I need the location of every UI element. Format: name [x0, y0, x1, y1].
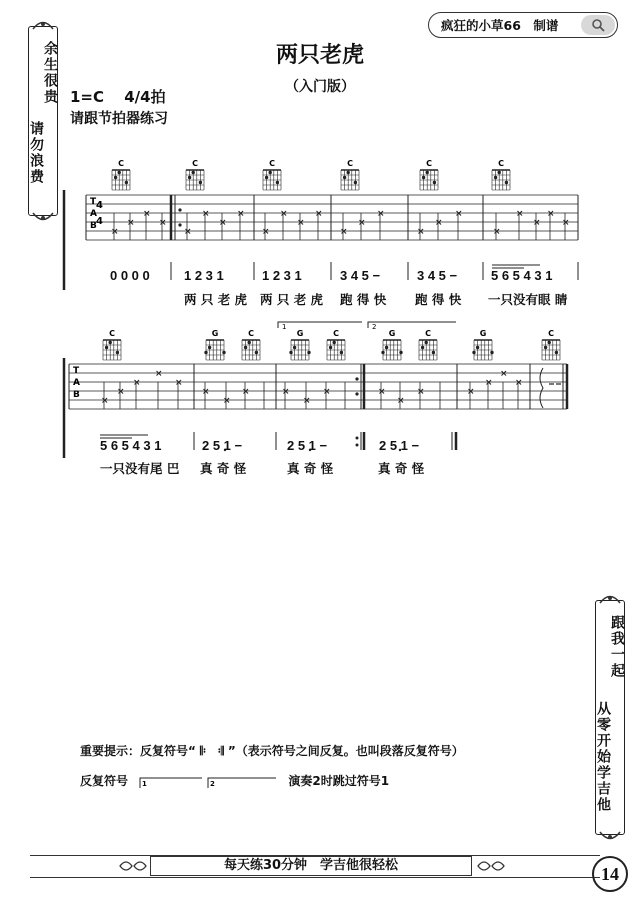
magnifier-icon [591, 18, 605, 32]
tab-note-x: × [280, 209, 288, 219]
chord-name: G [296, 329, 304, 338]
row2-lyric-2: 真 奇 怪 [200, 461, 247, 476]
tab-note-x: × [202, 209, 210, 219]
footer-slogan: 每天练30分钟 学吉他很轻松 [150, 856, 472, 876]
tab-note-x: × [315, 209, 323, 219]
ornament-icon [118, 858, 148, 874]
song-edition: （入门版） [285, 79, 355, 95]
volta-2-label: 2 [372, 323, 377, 331]
chord-diagram-C [242, 329, 260, 360]
chord-diagram-G [381, 329, 402, 360]
tab-note-x: × [358, 218, 366, 228]
tab-note-x: × [262, 227, 270, 237]
tab-note-x: × [493, 227, 501, 237]
tab-clef-T-row2: T [73, 366, 80, 376]
tab-note-x: × [547, 209, 555, 219]
chord-diagram-C [263, 159, 281, 190]
tab-note-x: × [155, 369, 163, 379]
tab-clef-A: A [90, 209, 97, 219]
chord-diagram-C [103, 329, 121, 360]
right-banner-text-1: 跟我一起 [609, 615, 625, 679]
tab-note-x: × [378, 387, 386, 397]
chord-diagram-G [472, 329, 493, 360]
right-banner-text-2: 从零开始学吉他 [595, 701, 611, 813]
row1-measure-3: 1 2 3 1 [262, 268, 302, 283]
tab-note-x: × [467, 387, 475, 397]
chord-name: C [333, 329, 339, 338]
song-title: 两只老虎 [275, 43, 364, 68]
tab-note-x: × [417, 227, 425, 237]
tab-note-x: × [397, 396, 405, 406]
chord-name: C [347, 159, 353, 168]
tab-note-x: × [242, 387, 250, 397]
row1-lyric-2: 两 只 老 虎 [260, 292, 324, 307]
footer-rule-bottom [30, 877, 600, 878]
tab-note-x: × [297, 218, 305, 228]
chord-diagram-C [420, 159, 438, 190]
tab-note-x: × [219, 218, 227, 228]
tab-staff-row2 [0, 318, 640, 478]
repeat-tip: 重要提示：反复符号“ 𝄆 𝄇 ”（表示符号之间反复。也叫段落反复符号） [80, 744, 464, 758]
tab-note-x: × [159, 218, 167, 228]
svg-text:2: 2 [210, 779, 216, 788]
tab-note-x: × [111, 227, 119, 237]
tab-note-x: × [377, 209, 385, 219]
ornament-icon [476, 858, 506, 874]
chord-name: G [479, 329, 487, 338]
right-banner [595, 600, 625, 835]
row1-lyric-4: 跑 得 快 [415, 292, 462, 307]
chord-name: C [426, 159, 432, 168]
tab-clef-B-row2: B [73, 390, 80, 400]
repeat-label [80, 772, 389, 789]
chord-name: C [192, 159, 198, 168]
row2-measure-2: 2 5 1 − [202, 438, 243, 453]
chord-name: C [118, 159, 124, 168]
tab-note-x: × [202, 387, 210, 397]
tab-note-x: × [323, 387, 331, 397]
tab-note-x: × [516, 209, 524, 219]
tab-note-x: × [133, 378, 141, 388]
chord-name: C [425, 329, 431, 338]
row1-lyric-1: 两 只 老 虎 [184, 292, 248, 307]
volta-1-label: 1 [282, 323, 287, 331]
tab-note-x: × [143, 209, 151, 219]
chord-diagram-C [327, 329, 345, 360]
chord-diagram-C [492, 159, 510, 190]
ornament-icon [32, 20, 54, 30]
chord-diagram-C [419, 329, 437, 360]
tab-note-x: × [127, 218, 135, 228]
tab-note-x: × [485, 378, 493, 388]
tab-note-x: × [101, 396, 109, 406]
tab-note-x: × [303, 396, 311, 406]
chord-name: C [109, 329, 115, 338]
row2-measure-3: 2 5 1 − [287, 438, 328, 453]
chord-name: G [211, 329, 219, 338]
volta-bracket-icon [138, 776, 278, 788]
chord-diagram-C [341, 159, 359, 190]
row1-measure-4: 3 4 5 − [340, 268, 381, 283]
tab-note-x: × [282, 387, 290, 397]
row2-lyric-1: 一只没有尾 巴 [100, 461, 180, 476]
chord-name: C [269, 159, 275, 168]
row2-measure-1: 5 6 5 4 3 1 [100, 438, 162, 453]
chord-diagram-C [112, 159, 130, 190]
chord-name: C [548, 329, 554, 338]
row1-measure-2: 1 2 3 1 [184, 268, 224, 283]
tab-note-x: × [562, 218, 570, 228]
tab-note-x: × [223, 396, 231, 406]
chord-name: C [248, 329, 254, 338]
row1-measure-5: 3 4 5 − [417, 268, 458, 283]
tab-note-x: × [184, 227, 192, 237]
tab-clef-T: T [90, 197, 97, 207]
tab-note-x: × [435, 218, 443, 228]
author-header [428, 12, 618, 38]
key-signature: 1=C 4/4拍 [70, 88, 166, 106]
tab-note-x: × [500, 369, 508, 379]
time-sig-top: 4 [96, 200, 103, 211]
chord-name: C [498, 159, 504, 168]
chord-diagram-G [204, 329, 225, 360]
tab-note-x: × [237, 209, 245, 219]
ornament-icon [599, 594, 621, 604]
repeat-desc: 演奏2时跳过符号1 [288, 774, 390, 788]
chord-diagram-C [186, 159, 204, 190]
tab-note-x: × [455, 209, 463, 219]
svg-text:1: 1 [142, 779, 148, 788]
left-banner-text-1: 余生很贵 [42, 41, 58, 105]
row1-lyric-5: 一只没有眼 睛 [488, 292, 568, 307]
search-button[interactable] [581, 15, 615, 35]
row1-measure-1: 0 0 0 0 [110, 268, 150, 283]
tab-note-x: × [515, 378, 523, 388]
author-label: 疯狂的小草66 制谱 [441, 18, 559, 33]
row2-lyric-3: 真 奇 怪 [287, 461, 334, 476]
left-banner-text-2: 请勿浪费 [28, 121, 44, 185]
ornament-icon [599, 831, 621, 841]
repeat-label-text: 反复符号 [80, 774, 129, 788]
row1-lyric-3: 跑 得 快 [340, 292, 387, 307]
tab-note-x: × [175, 378, 183, 388]
practice-instruction: 请跟节拍器练习 [70, 111, 168, 127]
tab-note-x: × [533, 218, 541, 228]
tab-note-x: × [417, 387, 425, 397]
tab-note-x: × [117, 387, 125, 397]
row2-lyric-4: 真 奇 怪 [378, 461, 425, 476]
time-sig-bottom: 4 [96, 216, 103, 227]
chord-name: G [388, 329, 396, 338]
chord-diagram-C [542, 329, 560, 360]
page-number: 14 [592, 856, 628, 892]
tab-staff-row1 [0, 150, 640, 310]
tab-note-x: × [340, 227, 348, 237]
tab-clef-B: B [90, 221, 97, 231]
tab-clef-A-row2: A [73, 378, 80, 388]
row1-measure-6: 5 6 5 4 3 1 [491, 268, 553, 283]
chord-diagram-G [289, 329, 310, 360]
row2-measure-4: 2 5 1 − [379, 438, 420, 453]
